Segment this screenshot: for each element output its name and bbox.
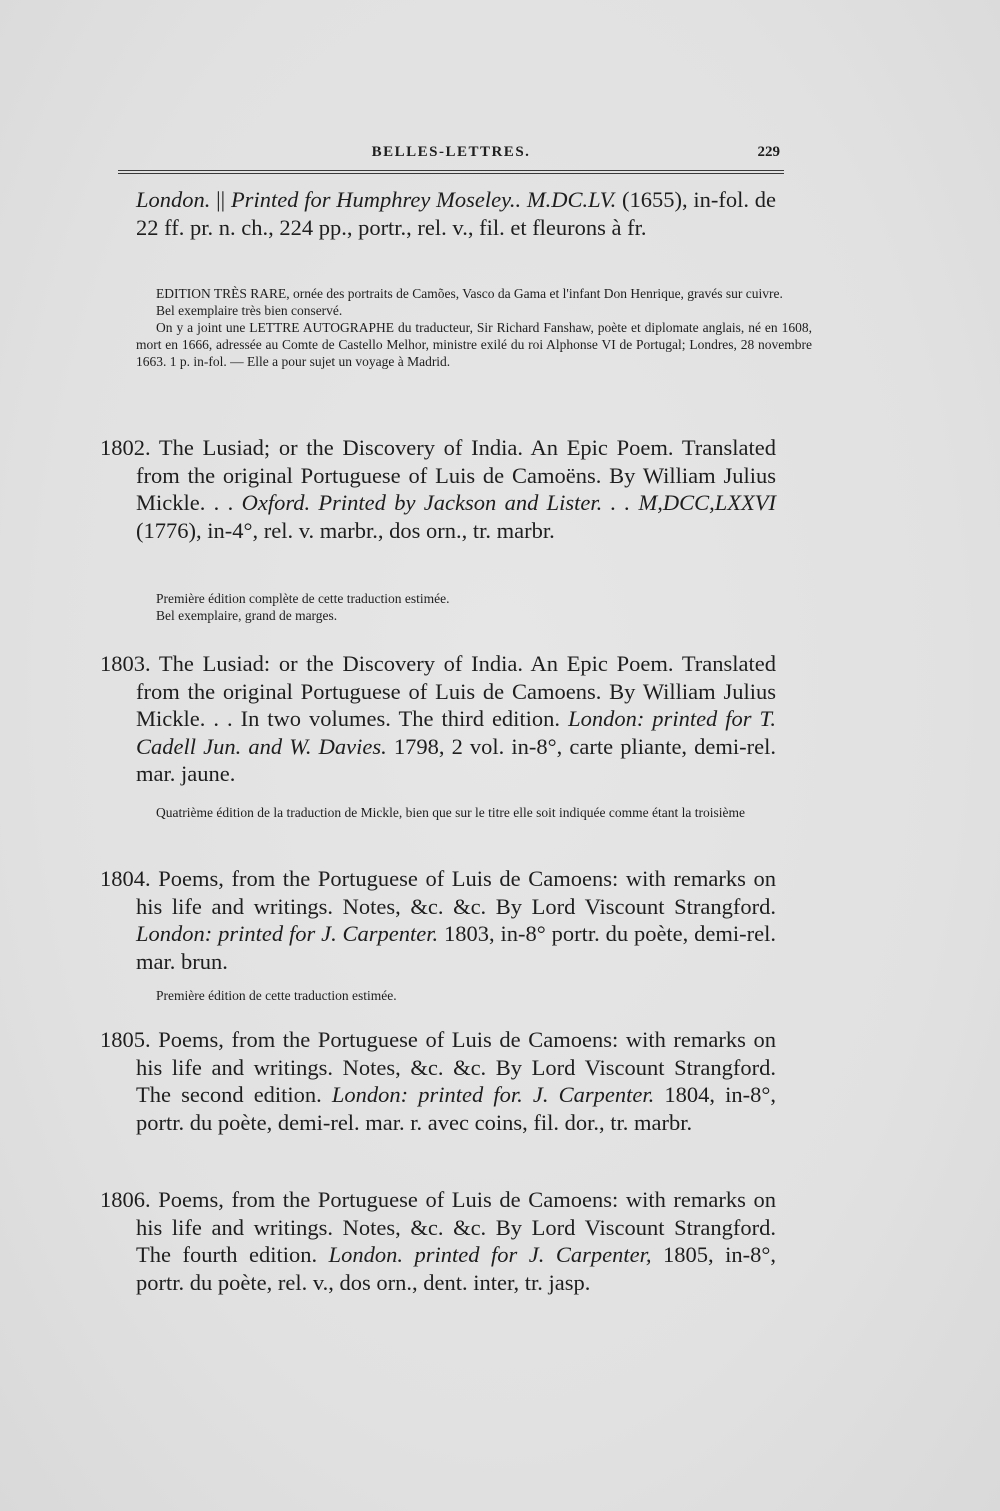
entry-imprint: Oxford. Printed by Jackson and Lister. . . M,DCC,LXXVI — [241, 490, 776, 515]
entry-details: 1798, 2 vol. in-8°, carte pliante, demi-rel. mar. jaune. — [136, 733, 777, 786]
entry-details: 1803, in-8° portr. du poète, demi-rel. mar. brun. — [136, 921, 776, 974]
entry-text: 1805. Poems, from the Portuguese of Luis de Camoens: with remarks on his life and writings. Notes, &c. &c. By Lord Viscount Strangford. The second edition. — [100, 1027, 776, 1107]
entry-1803-notes — [100, 804, 812, 821]
page-header — [118, 144, 784, 168]
entry-details: 1804, in-8°, portr. du poète, demi-rel. mar. r. avec coins, fil. dor., tr. marbr. — [136, 1082, 776, 1135]
entry-imprint: London: printed for T. Cadell Jun. and W. Davies. — [136, 706, 777, 759]
entry-1804 — [100, 865, 776, 975]
entry-1805 — [100, 1026, 776, 1136]
entry-1803 — [100, 650, 776, 788]
entry-1802 — [100, 434, 776, 544]
entry-1802-notes — [100, 590, 812, 624]
entry-text: 1804. Poems, from the Portuguese of Luis de Camoens: with remarks on his life and writings. Notes, &c. &c. By Lord Viscount Strangford. — [100, 866, 776, 919]
note-line: Quatrième édition de la traduction de Mickle, bien que sur le titre elle soit indiquée comme étant la troisième — [156, 805, 745, 820]
citation-place: London. — [136, 187, 211, 212]
entry-1804-notes — [100, 987, 812, 1004]
continuation-notes — [100, 285, 812, 370]
note-line: Bel exemplaire, grand de marges. — [156, 608, 338, 623]
entry-continuation — [136, 186, 776, 241]
note-line: Première édition complète de cette traduction estimée. — [156, 591, 450, 606]
note-line: On y a joint une LETTRE AUTOGRAPHE du traducteur, Sir Richard Fanshaw, poète et diplomate anglais, né en 1608, mort en 1666, adressée au Comte de Castello Melhor, ministre exilé du roi Alphonse VI de Portugal; Londres, 28 novembre 1663. 1 p. in-fol. — Elle a pour sujet un voyage à Madrid. — [136, 320, 812, 369]
entry-imprint: London. printed for J. Carpenter, — [328, 1242, 652, 1267]
entry-details: 1805, in-8°, portr. du poète, rel. v., dos orn., dent. inter, tr. jasp. — [136, 1242, 776, 1295]
header-rule-top — [118, 170, 784, 171]
header-rule-bottom — [118, 173, 784, 174]
entry-1806 — [100, 1186, 776, 1296]
citation-details: (1655), in-fol. de 22 ff. pr. n. ch., 224 pp., portr., rel. v., fil. et fleurons à fr. — [136, 187, 776, 240]
page-number: 229 — [757, 144, 780, 160]
note-line: Bel exemplaire très bien conservé. — [156, 303, 343, 318]
entry-imprint: London: printed for J. Carpenter. — [136, 921, 439, 946]
note-line: Première édition de cette traduction estimée. — [156, 988, 397, 1003]
entry-text: 1802. The Lusiad; or the Discovery of India. An Epic Poem. Translated from the original Portuguese of Luis de Camoëns. By William Julius Mickle. . . — [100, 435, 776, 515]
entry-imprint: London: printed for. J. Carpenter. — [331, 1082, 655, 1107]
entry-text: 1803. The Lusiad: or the Discovery of India. An Epic Poem. Translated from the original Portuguese of Luis de Camoens. By William Julius Mickle. . . In two volumes. The third edition. — [100, 651, 776, 731]
citation-publisher: Printed for Humphrey Moseley.. M.DC.LV. — [230, 187, 617, 212]
citation-separator: || — [210, 187, 231, 212]
note-line: EDITION TRÈS RARE, ornée des portraits de Camões, Vasco da Gama et l'infant Don Henrique, gravés sur cuivre. — [156, 286, 783, 301]
entry-details: (1776), in-4°, rel. v. marbr., dos orn., tr. marbr. — [136, 517, 555, 543]
entry-text: 1806. Poems, from the Portuguese of Luis de Camoens: with remarks on his life and writings. Notes, &c. &c. By Lord Viscount Strangford. The fourth edition. — [100, 1187, 776, 1267]
running-title: BELLES-LETTRES. — [371, 144, 531, 160]
